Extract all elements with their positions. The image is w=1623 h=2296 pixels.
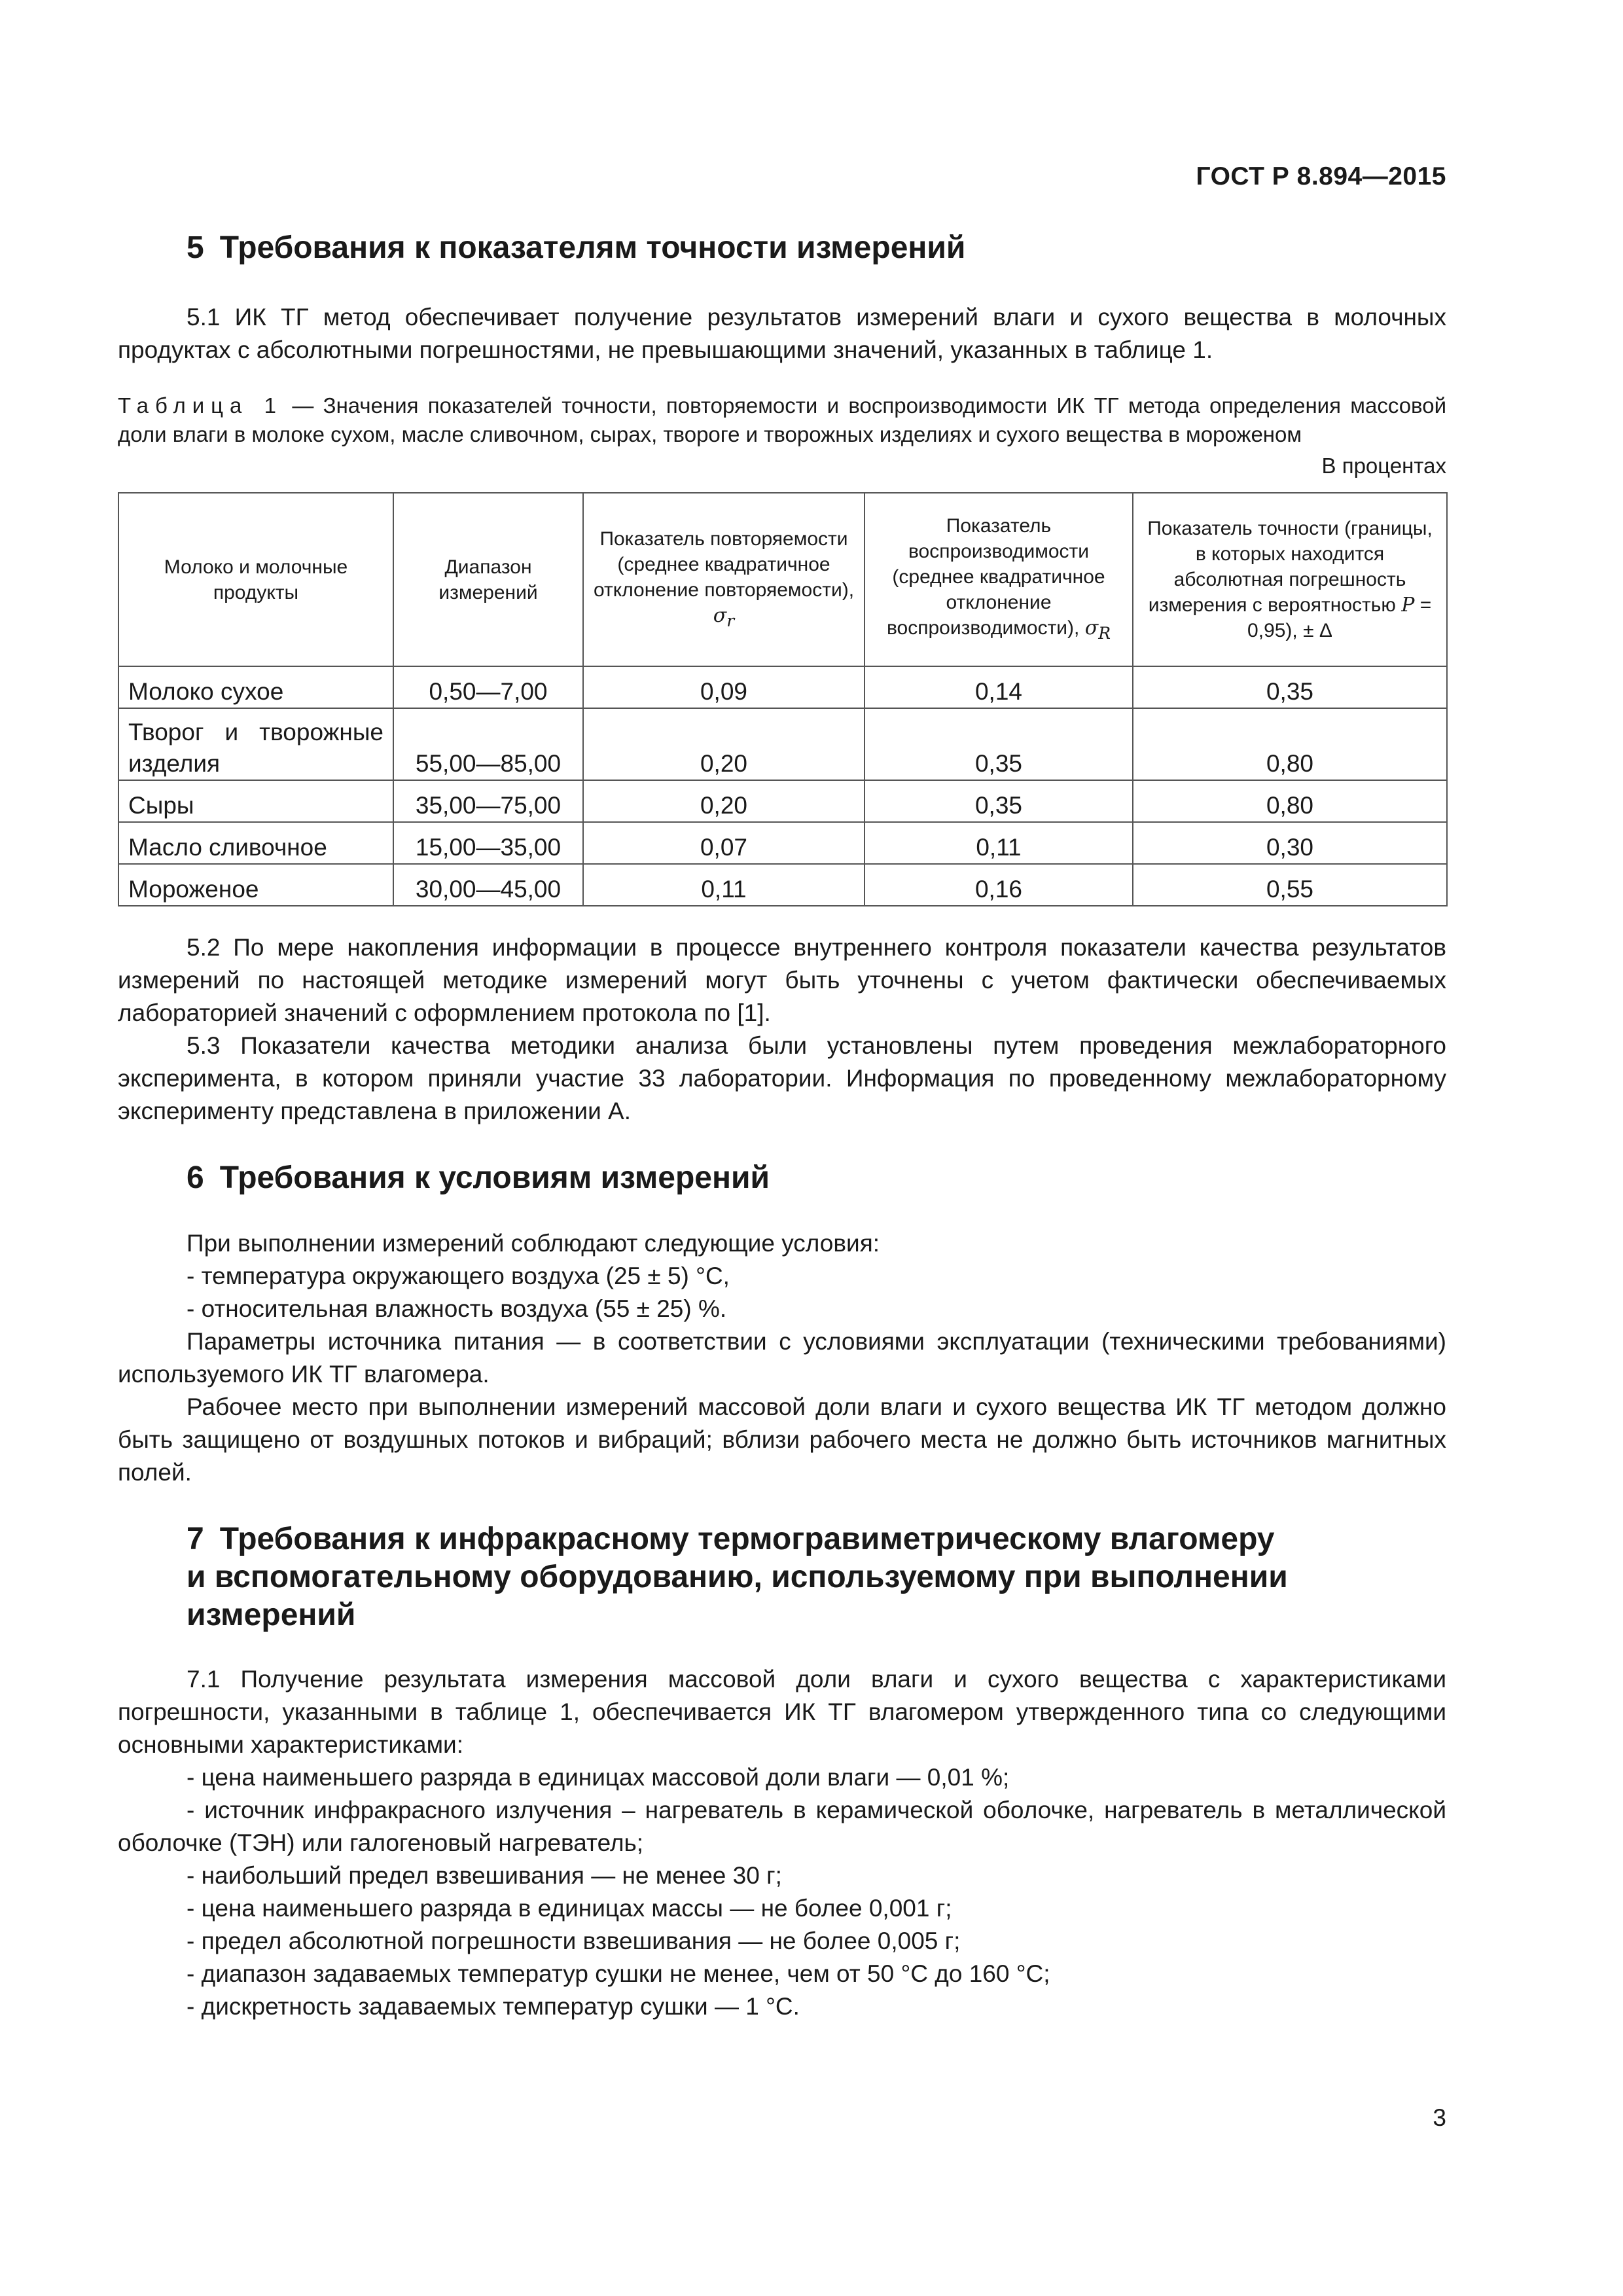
list-item: - наибольший предел взвешивания — не менее 30 г; xyxy=(187,1862,782,1889)
table-row: Творог и творожные изделия 55,00—85,00 0,20 0,35 0,80 xyxy=(118,708,1447,780)
section-6-power: Параметры источника питания — в соответствии с условиями эксплуатации (техническими требованиями) используемого ИК ТГ влагомера. xyxy=(118,1328,1446,1388)
list-item: - диапазон задаваемых температур сушки не менее, чем от 50 °С до 160 °С; xyxy=(187,1960,1050,1987)
table-units: В процентах xyxy=(1321,454,1446,478)
section-6-workplace: Рабочее место при выполнении измерений массовой доли влаги и сухого вещества ИК ТГ методом должно быть защищено от воздушных потоков и вибраций; вблизи рабочего места не должно быть источников магнитных полей. xyxy=(118,1393,1446,1486)
list-item: - цена наименьшего разряда в единицах массовой доли влаги — 0,01 %; xyxy=(187,1764,1010,1791)
list-item: - температура окружающего воздуха (25 ± 5) °С, xyxy=(187,1263,730,1289)
table-row: Сыры 35,00—75,00 0,20 0,35 0,80 xyxy=(118,780,1447,822)
table-row: Молоко сухое 0,50—7,00 0,09 0,14 0,35 xyxy=(118,666,1447,708)
section-7-heading: 7 Требования к инфракрасному термогравиметрическому влагомеру и вспомогательному оборудованию, используемому при выполнении измерений xyxy=(187,1522,1288,1632)
col-header-product: Молоко и молочные продукты xyxy=(118,493,393,666)
accuracy-table xyxy=(118,492,1448,906)
table-row: Мороженое 30,00—45,00 0,11 0,16 0,55 xyxy=(118,864,1447,906)
standard-code: ГОСТ Р 8.894—2015 xyxy=(1196,162,1446,190)
table-row: Масло сливочное 15,00—35,00 0,07 0,11 0,30 xyxy=(118,822,1447,864)
paragraph-5-2: 5.2 По мере накопления информации в процессе внутреннего контроля показатели качества результатов измерений по настоящей методике измерений могут быть уточнены с учетом фактически обеспечиваемых лабораторией значений с оформлением протокола по [1]. xyxy=(118,934,1446,1026)
paragraph-7-1: 7.1 Получение результата измерения массовой доли влаги и сухого вещества с характеристиками погрешности, указанными в таблице 1, обеспечивается ИК ТГ влагомером утвержденного типа со следующими основными характеристиками: xyxy=(118,1666,1446,1758)
col-header-accuracy: Показатель точности (границы, в которых находится абсолютная погрешность измерения с вероятностью P = 0,95), ± Δ xyxy=(1133,493,1447,666)
list-item: - цена наименьшего разряда в единицах массы — не более 0,001 г; xyxy=(187,1895,952,1922)
section-5-heading: 5 Требования к показателям точности измерений xyxy=(187,230,966,265)
table-1-caption: Таблица 1 — Значения показателей точности, повторяемости и воспроизводимости ИК ТГ метода определения массовой доли влаги в молоке сухом, масле сливочном, сырах, твороге и творожных изделиях и сухого вещества в мороженом xyxy=(118,393,1446,446)
paragraph-5-3: 5.3 Показатели качества методики анализа были установлены путем проведения межлабораторного эксперимента, в котором приняли участие 33 лаборатории. Информация по проведенному межлабораторному эксперименту представлена в приложении А. xyxy=(118,1032,1446,1124)
list-item: - источник инфракрасного излучения – нагреватель в керамической оболочке, нагреватель в металлической оболочке (ТЭН) или галогеновый нагреватель; xyxy=(118,1797,1446,1856)
paragraph-5-1: 5.1 ИК ТГ метод обеспечивает получение результатов измерений влаги и сухого вещества в молочных продуктах с абсолютными погрешностями, не превышающими значений, указанных в таблице 1. xyxy=(118,304,1446,363)
list-item: - предел абсолютной погрешности взвешивания — не более 0,005 г; xyxy=(187,1928,961,1954)
col-header-range: Диапазон измерений xyxy=(393,493,583,666)
col-header-repeatability: Показатель повторяемости (среднее квадратичное отклонение повторяемости), $\sigma_r$ xyxy=(583,493,865,666)
section-6-intro: При выполнении измерений соблюдают следующие условия: xyxy=(187,1230,880,1257)
list-item: - относительная влажность воздуха (55 ± 25) %. xyxy=(187,1295,727,1322)
document-body xyxy=(118,229,1446,2023)
list-item: - дискретность задаваемых температур сушки — 1 °С. xyxy=(187,1993,800,2020)
document-page xyxy=(118,0,1446,2296)
section-6-heading: 6 Требования к условиям измерений xyxy=(187,1160,770,1195)
page-number: 3 xyxy=(1433,2104,1446,2131)
col-header-reproducibility: Показатель воспроизводимости (среднее квадратичное отклонение воспроизводимости), $\sigma_R$ xyxy=(865,493,1133,666)
